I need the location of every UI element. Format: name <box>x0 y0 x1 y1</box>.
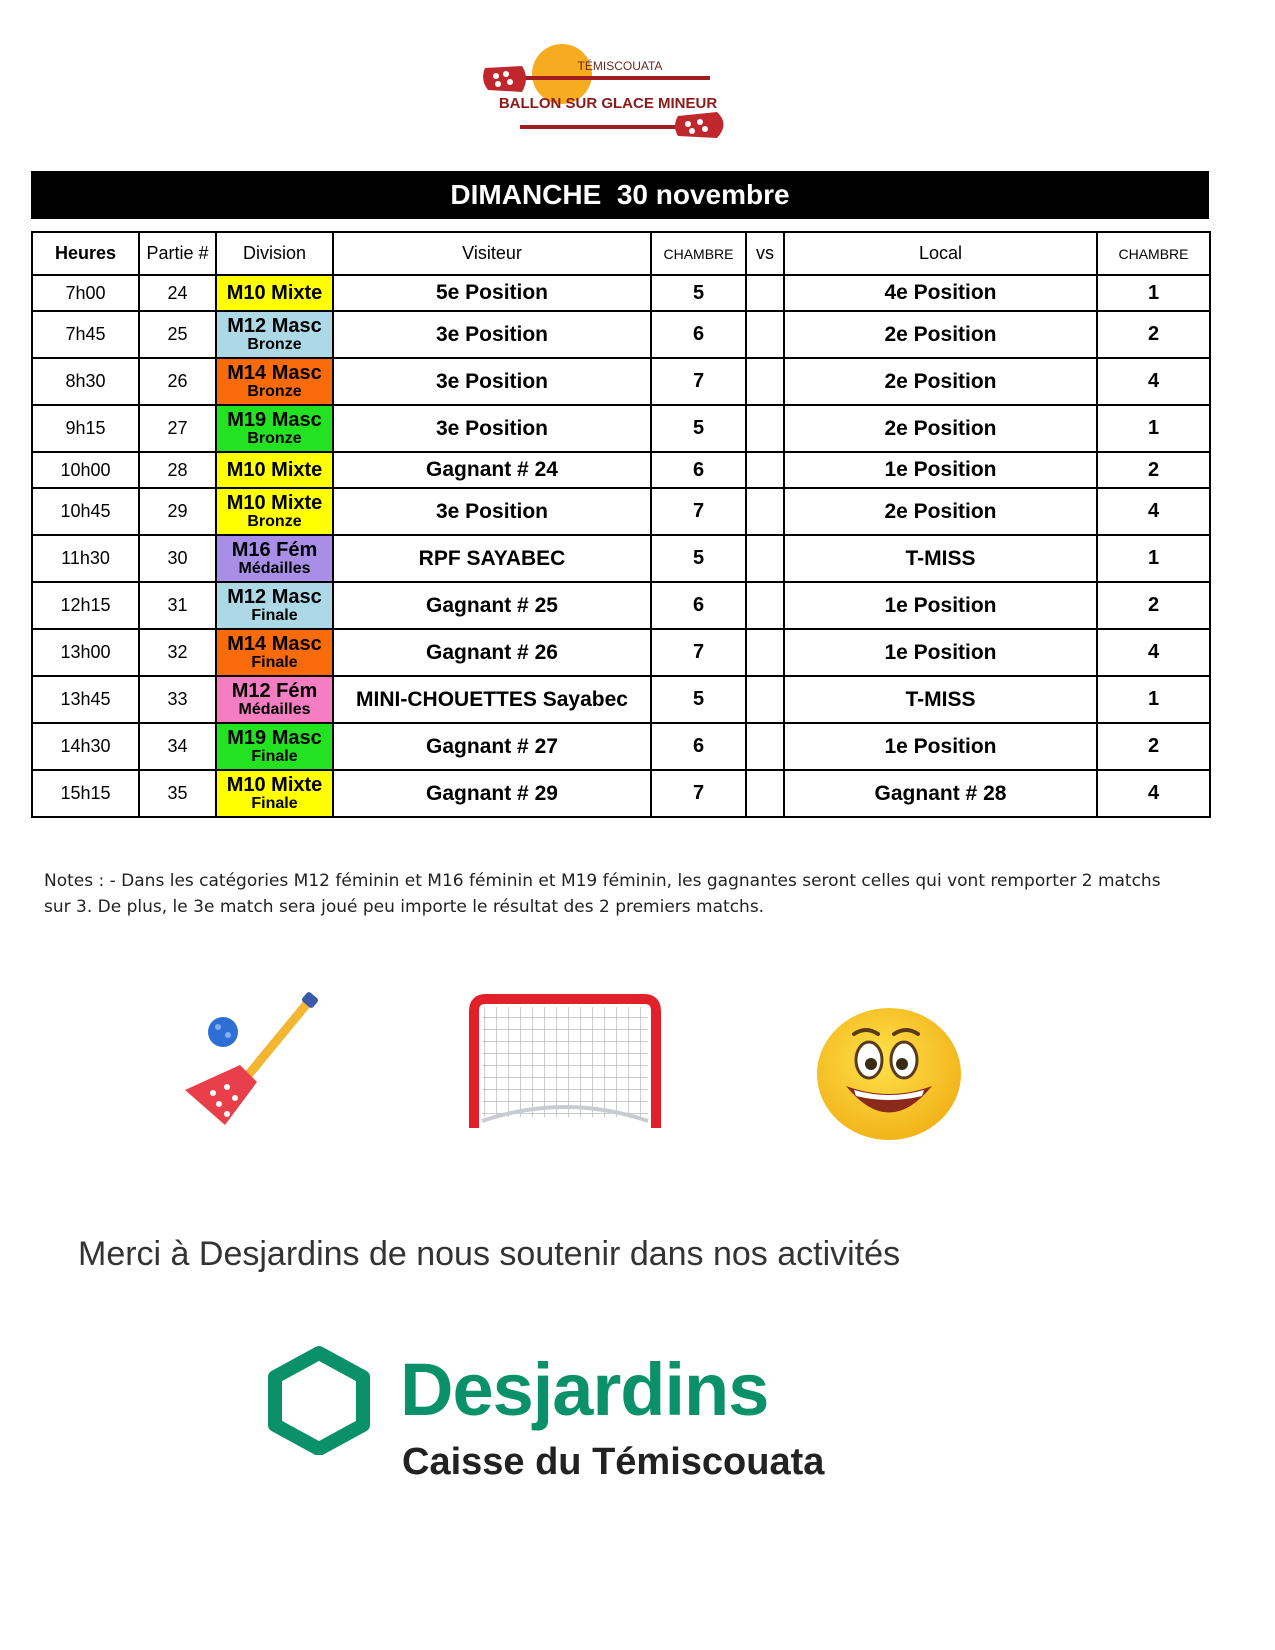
cell-room-visitor: 6 <box>651 311 746 358</box>
division-stage: Bronze <box>247 512 302 530</box>
table-row <box>32 488 1210 535</box>
table-row <box>32 676 1210 723</box>
cell-time: 11h30 <box>32 535 139 582</box>
cell-local: 1e Position <box>784 629 1097 676</box>
table-row <box>32 311 1210 358</box>
division-stage: Bronze <box>247 429 302 447</box>
cell-visitor: 5e Position <box>333 275 651 311</box>
cell-time: 10h45 <box>32 488 139 535</box>
cell-time: 13h00 <box>32 629 139 676</box>
sponsor-subtitle: Caisse du Témiscouata <box>402 1441 825 1483</box>
cell-room-local: 4 <box>1097 488 1210 535</box>
cell-time: 14h30 <box>32 723 139 770</box>
table-row <box>32 582 1210 629</box>
division-name: M10 Mixte <box>226 491 323 514</box>
cell-room-local: 2 <box>1097 311 1210 358</box>
cell-room-visitor: 6 <box>651 452 746 488</box>
division-name: M10 Mixte <box>226 281 323 304</box>
hockey-net-icon <box>460 993 670 1133</box>
cell-visitor: 3e Position <box>333 311 651 358</box>
header-division: Division <box>216 232 333 275</box>
cell-local: 4e Position <box>784 275 1097 311</box>
cell-room-local: 2 <box>1097 723 1210 770</box>
cell-room-visitor: 5 <box>651 405 746 452</box>
cell-vs <box>746 535 784 582</box>
cell-vs <box>746 488 784 535</box>
cell-room-visitor: 5 <box>651 676 746 723</box>
logo-top-text: TÉMISCOUATA <box>577 59 663 73</box>
cell-room-visitor: 7 <box>651 358 746 405</box>
table-row <box>32 358 1210 405</box>
table-row <box>32 405 1210 452</box>
cell-local: 1e Position <box>784 452 1097 488</box>
cell-game-number: 33 <box>139 676 216 723</box>
cell-division <box>216 405 333 452</box>
cell-room-visitor: 5 <box>651 535 746 582</box>
cell-time: 13h45 <box>32 676 139 723</box>
cell-time: 15h15 <box>32 770 139 817</box>
table-row <box>32 629 1210 676</box>
cell-visitor: MINI-CHOUETTES Sayabec <box>333 676 651 723</box>
sponsor-name: Desjardins <box>400 1348 769 1431</box>
cell-room-visitor: 5 <box>651 275 746 311</box>
cell-room-visitor: 7 <box>651 770 746 817</box>
table-row <box>32 535 1210 582</box>
cell-game-number: 26 <box>139 358 216 405</box>
cell-division <box>216 275 333 311</box>
cell-division <box>216 358 333 405</box>
division-name: M19 Masc <box>227 726 322 749</box>
cell-game-number: 24 <box>139 275 216 311</box>
cell-division <box>216 535 333 582</box>
cell-game-number: 25 <box>139 311 216 358</box>
cell-division <box>216 770 333 817</box>
header-visiteur: Visiteur <box>333 232 651 275</box>
cell-local: 2e Position <box>784 311 1097 358</box>
cell-visitor: Gagnant # 27 <box>333 723 651 770</box>
cell-vs <box>746 723 784 770</box>
cell-room-local: 4 <box>1097 629 1210 676</box>
cell-vs <box>746 770 784 817</box>
page-title: DIMANCHE 30 novembre <box>31 171 1209 219</box>
cell-local: 2e Position <box>784 405 1097 452</box>
cell-division <box>216 582 333 629</box>
cell-room-visitor: 7 <box>651 629 746 676</box>
header-chambre-visiteur: CHAMBRE <box>651 232 746 275</box>
table-row <box>32 723 1210 770</box>
desjardins-hexagon-icon <box>267 1345 372 1455</box>
cell-room-local: 4 <box>1097 770 1210 817</box>
cell-room-visitor: 6 <box>651 723 746 770</box>
cell-game-number: 32 <box>139 629 216 676</box>
table-row <box>32 275 1210 311</box>
logo-main-text: BALLON SUR GLACE MINEUR <box>498 95 718 112</box>
cell-division <box>216 311 333 358</box>
division-name: M10 Mixte <box>226 773 323 796</box>
cell-room-local: 4 <box>1097 358 1210 405</box>
cell-room-local: 1 <box>1097 535 1210 582</box>
cell-time: 7h45 <box>32 311 139 358</box>
division-name: M12 Fém <box>231 679 318 702</box>
cell-local: Gagnant # 28 <box>784 770 1097 817</box>
broomball-stick-icon <box>185 990 330 1130</box>
cell-visitor: Gagnant # 26 <box>333 629 651 676</box>
cell-visitor: Gagnant # 24 <box>333 452 651 488</box>
header-local: Local <box>784 232 1097 275</box>
cell-time: 9h15 <box>32 405 139 452</box>
cell-game-number: 31 <box>139 582 216 629</box>
header-chambre-local: CHAMBRE <box>1097 232 1210 275</box>
table-row <box>32 452 1210 488</box>
cell-visitor: 3e Position <box>333 358 651 405</box>
cell-division <box>216 629 333 676</box>
cell-room-visitor: 6 <box>651 582 746 629</box>
logo <box>480 40 750 150</box>
division-stage: Médailles <box>238 559 311 577</box>
notes-text: Notes : - Dans les catégories M12 féminin et M16 féminin et M19 féminin, les gagnantes seront celles qui vont remporter 2 matchs sur 3. De plus, le 3e match sera joué peu importe le résultat des 2 premiers matchs. <box>44 871 1161 917</box>
cell-visitor: 3e Position <box>333 488 651 535</box>
cell-visitor: Gagnant # 25 <box>333 582 651 629</box>
cell-local: T-MISS <box>784 676 1097 723</box>
division-stage: Finale <box>251 653 298 671</box>
division-stage: Bronze <box>247 335 302 353</box>
cell-room-local: 2 <box>1097 452 1210 488</box>
cell-local: T-MISS <box>784 535 1097 582</box>
cell-game-number: 28 <box>139 452 216 488</box>
cell-time: 7h00 <box>32 275 139 311</box>
cell-vs <box>746 311 784 358</box>
cell-vs <box>746 275 784 311</box>
cell-room-local: 1 <box>1097 405 1210 452</box>
cell-visitor: Gagnant # 29 <box>333 770 651 817</box>
cell-room-local: 2 <box>1097 582 1210 629</box>
header-heures: Heures <box>32 232 139 275</box>
cell-local: 2e Position <box>784 358 1097 405</box>
cell-time: 10h00 <box>32 452 139 488</box>
cell-division <box>216 452 333 488</box>
cell-division <box>216 676 333 723</box>
cell-division <box>216 723 333 770</box>
division-stage: Finale <box>251 794 298 812</box>
cell-game-number: 27 <box>139 405 216 452</box>
division-name: M14 Masc <box>227 361 322 384</box>
division-name: M19 Masc <box>227 408 322 431</box>
division-name: M16 Fém <box>231 538 318 561</box>
division-name: M12 Masc <box>227 314 322 337</box>
division-name: M10 Mixte <box>226 458 323 481</box>
cell-room-visitor: 7 <box>651 488 746 535</box>
schedule-body <box>32 275 1210 817</box>
division-stage: Médailles <box>238 700 311 718</box>
cell-game-number: 35 <box>139 770 216 817</box>
division-name: M12 Masc <box>227 585 322 608</box>
cell-local: 2e Position <box>784 488 1097 535</box>
division-stage: Bronze <box>247 382 302 400</box>
cell-vs <box>746 405 784 452</box>
table-row <box>32 770 1210 817</box>
division-stage: Finale <box>251 747 298 765</box>
cell-local: 1e Position <box>784 723 1097 770</box>
cell-vs <box>746 358 784 405</box>
cell-game-number: 29 <box>139 488 216 535</box>
header-partie: Partie # <box>139 232 216 275</box>
cell-time: 12h15 <box>32 582 139 629</box>
table-header-row <box>32 232 1210 275</box>
cell-game-number: 30 <box>139 535 216 582</box>
cell-visitor: RPF SAYABEC <box>333 535 651 582</box>
smiley-face-icon <box>814 1004 964 1144</box>
cell-vs <box>746 452 784 488</box>
division-stage: Finale <box>251 606 298 624</box>
cell-room-local: 1 <box>1097 676 1210 723</box>
cell-vs <box>746 629 784 676</box>
cell-visitor: 3e Position <box>333 405 651 452</box>
header-vs: vs <box>746 232 784 275</box>
cell-game-number: 34 <box>139 723 216 770</box>
cell-time: 8h30 <box>32 358 139 405</box>
cell-division <box>216 488 333 535</box>
cell-local: 1e Position <box>784 582 1097 629</box>
cell-vs <box>746 676 784 723</box>
division-name: M14 Masc <box>227 632 322 655</box>
cell-room-local: 1 <box>1097 275 1210 311</box>
thanks-text: Merci à Desjardins de nous soutenir dans nos activités <box>78 1235 901 1273</box>
schedule-table <box>31 231 1211 818</box>
cell-vs <box>746 582 784 629</box>
